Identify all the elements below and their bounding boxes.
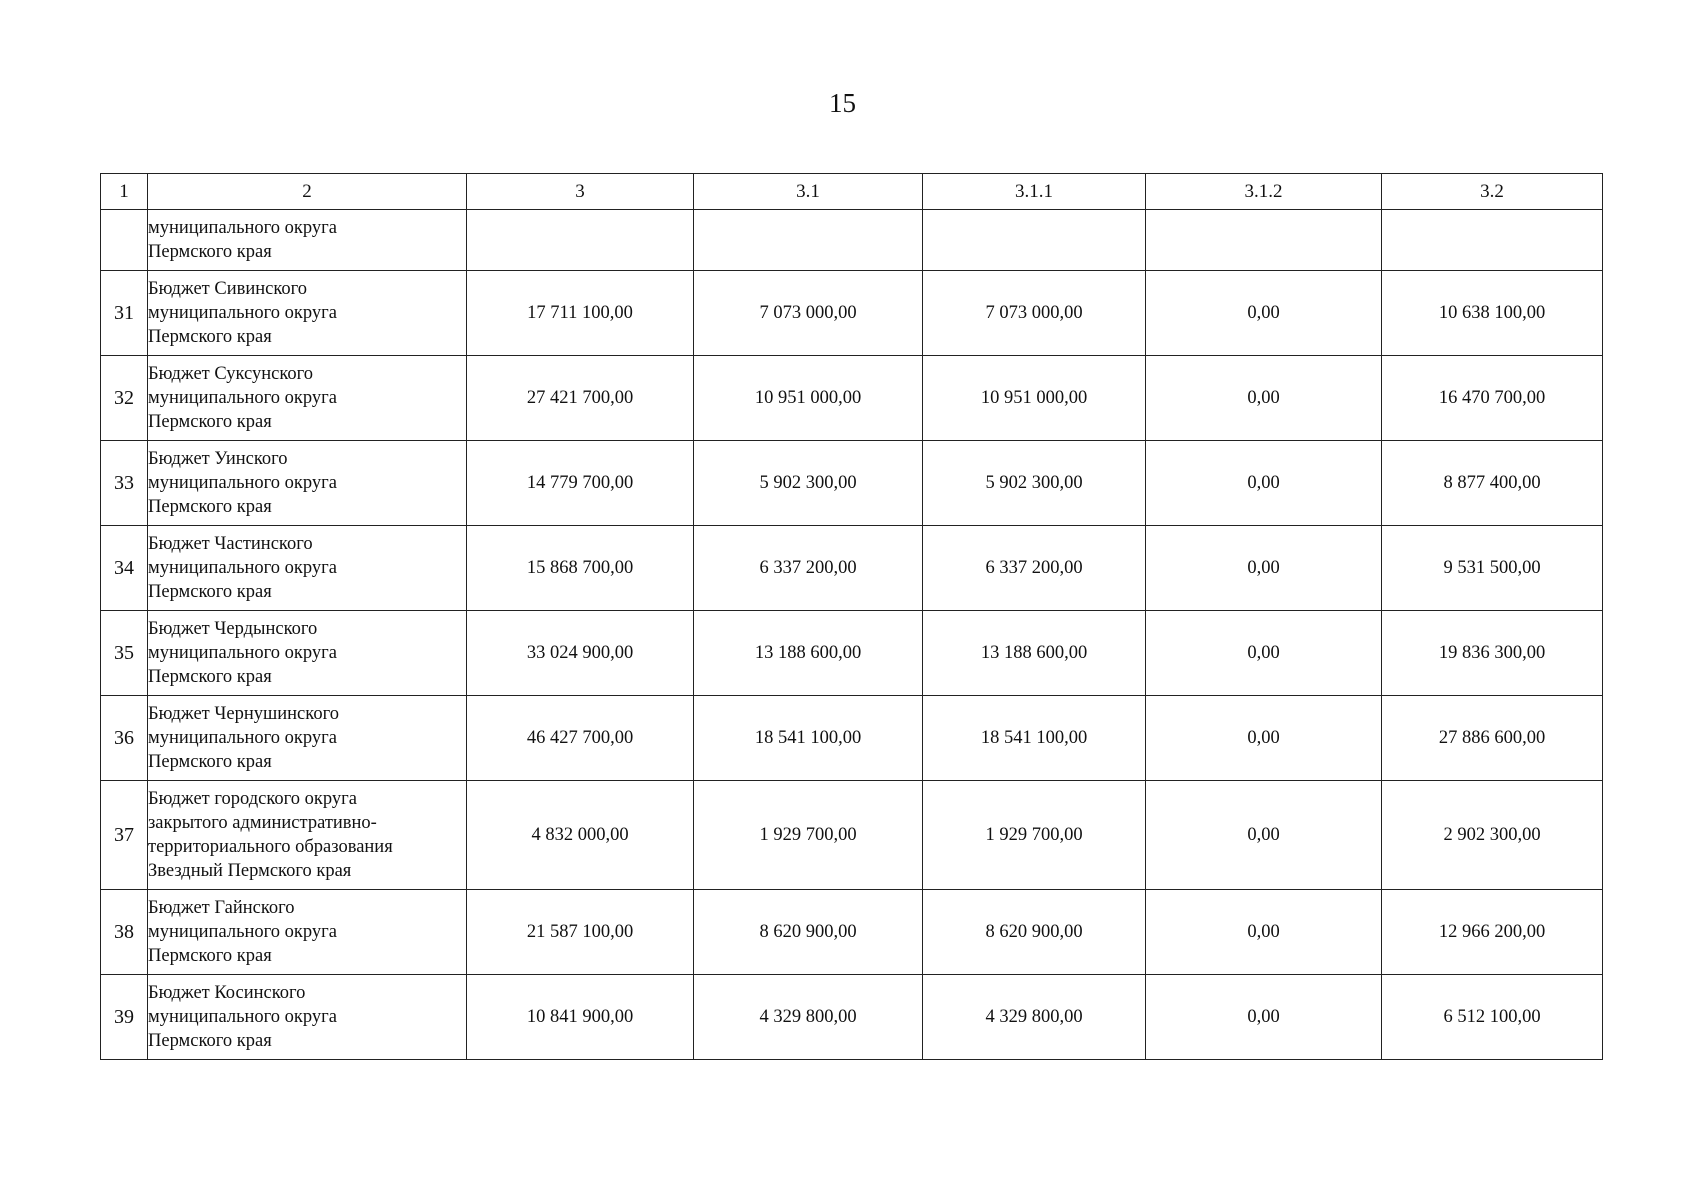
row-number: 32 — [101, 356, 148, 441]
amount-3-1-2: 0,00 — [1146, 271, 1382, 356]
budget-name: Бюджет Косинского муниципального округа Пермского края — [148, 975, 467, 1060]
amount-3-1 — [694, 210, 923, 271]
table-row — [101, 890, 1603, 975]
amount-3-1-1: 7 073 000,00 — [923, 271, 1146, 356]
amount-3-1-1: 8 620 900,00 — [923, 890, 1146, 975]
total-amount: 21 587 100,00 — [467, 890, 694, 975]
row-number: 38 — [101, 890, 148, 975]
total-amount: 10 841 900,00 — [467, 975, 694, 1060]
table-row — [101, 696, 1603, 781]
header-row — [101, 174, 1603, 210]
amount-3-1: 6 337 200,00 — [694, 526, 923, 611]
column-header-3-1-1: 3.1.1 — [923, 174, 1146, 210]
amount-3-1-1 — [923, 210, 1146, 271]
amount-3-2: 10 638 100,00 — [1382, 271, 1603, 356]
page-number: 15 — [829, 88, 856, 118]
amount-3-2: 8 877 400,00 — [1382, 441, 1603, 526]
total-amount: 14 779 700,00 — [467, 441, 694, 526]
table-row — [101, 611, 1603, 696]
total-amount: 17 711 100,00 — [467, 271, 694, 356]
budget-table — [100, 173, 1603, 1060]
table-row — [101, 441, 1603, 526]
amount-3-1-2: 0,00 — [1146, 696, 1382, 781]
budget-name: муниципального округа Пермского края — [148, 210, 467, 271]
amount-3-1: 4 329 800,00 — [694, 975, 923, 1060]
column-header-3: 3 — [467, 174, 694, 210]
amount-3-1: 5 902 300,00 — [694, 441, 923, 526]
amount-3-1: 13 188 600,00 — [694, 611, 923, 696]
table-row — [101, 210, 1603, 271]
amount-3-2: 27 886 600,00 — [1382, 696, 1603, 781]
amount-3-1: 1 929 700,00 — [694, 781, 923, 890]
amount-3-1-2: 0,00 — [1146, 356, 1382, 441]
budget-name: Бюджет Чердынского муниципального округа Пермского края — [148, 611, 467, 696]
amount-3-1: 18 541 100,00 — [694, 696, 923, 781]
amount-3-2: 9 531 500,00 — [1382, 526, 1603, 611]
total-amount: 4 832 000,00 — [467, 781, 694, 890]
budget-name: Бюджет Суксунского муниципального округа Пермского края — [148, 356, 467, 441]
amount-3-1: 10 951 000,00 — [694, 356, 923, 441]
amount-3-2: 2 902 300,00 — [1382, 781, 1603, 890]
amount-3-2: 19 836 300,00 — [1382, 611, 1603, 696]
amount-3-1-1: 5 902 300,00 — [923, 441, 1146, 526]
amount-3-1-1: 13 188 600,00 — [923, 611, 1146, 696]
row-number: 35 — [101, 611, 148, 696]
amount-3-2: 12 966 200,00 — [1382, 890, 1603, 975]
budget-name: Бюджет городского округа закрытого административно- территориального образования Звездный Пермского края — [148, 781, 467, 890]
row-number — [101, 210, 148, 271]
row-number: 31 — [101, 271, 148, 356]
amount-3-1-1: 1 929 700,00 — [923, 781, 1146, 890]
budget-name: Бюджет Частинского муниципального округа Пермского края — [148, 526, 467, 611]
budget-name: Бюджет Сивинского муниципального округа Пермского края — [148, 271, 467, 356]
row-number: 39 — [101, 975, 148, 1060]
row-number: 36 — [101, 696, 148, 781]
amount-3-1-1: 4 329 800,00 — [923, 975, 1146, 1060]
amount-3-1-2: 0,00 — [1146, 890, 1382, 975]
total-amount: 27 421 700,00 — [467, 356, 694, 441]
amount-3-2 — [1382, 210, 1603, 271]
column-header-1: 1 — [101, 174, 148, 210]
row-number: 34 — [101, 526, 148, 611]
amount-3-1-2: 0,00 — [1146, 441, 1382, 526]
total-amount — [467, 210, 694, 271]
amount-3-1-1: 10 951 000,00 — [923, 356, 1146, 441]
amount-3-1: 7 073 000,00 — [694, 271, 923, 356]
amount-3-1-2: 0,00 — [1146, 781, 1382, 890]
row-number: 33 — [101, 441, 148, 526]
table-row — [101, 271, 1603, 356]
column-header-3-1: 3.1 — [694, 174, 923, 210]
column-header-3-1-2: 3.1.2 — [1146, 174, 1382, 210]
amount-3-1-2: 0,00 — [1146, 611, 1382, 696]
budget-name: Бюджет Чернушинского муниципального округа Пермского края — [148, 696, 467, 781]
amount-3-1-2: 0,00 — [1146, 526, 1382, 611]
budget-name: Бюджет Гайнского муниципального округа Пермского края — [148, 890, 467, 975]
total-amount: 46 427 700,00 — [467, 696, 694, 781]
amount-3-1: 8 620 900,00 — [694, 890, 923, 975]
table-row — [101, 356, 1603, 441]
column-header-3-2: 3.2 — [1382, 174, 1603, 210]
total-amount: 15 868 700,00 — [467, 526, 694, 611]
table-row — [101, 975, 1603, 1060]
row-number: 37 — [101, 781, 148, 890]
table-row — [101, 781, 1603, 890]
table-row — [101, 526, 1603, 611]
amount-3-1-1: 18 541 100,00 — [923, 696, 1146, 781]
budget-name: Бюджет Уинского муниципального округа Пермского края — [148, 441, 467, 526]
amount-3-2: 16 470 700,00 — [1382, 356, 1603, 441]
amount-3-1-2: 0,00 — [1146, 975, 1382, 1060]
amount-3-2: 6 512 100,00 — [1382, 975, 1603, 1060]
column-header-2: 2 — [148, 174, 467, 210]
amount-3-1-2 — [1146, 210, 1382, 271]
total-amount: 33 024 900,00 — [467, 611, 694, 696]
amount-3-1-1: 6 337 200,00 — [923, 526, 1146, 611]
